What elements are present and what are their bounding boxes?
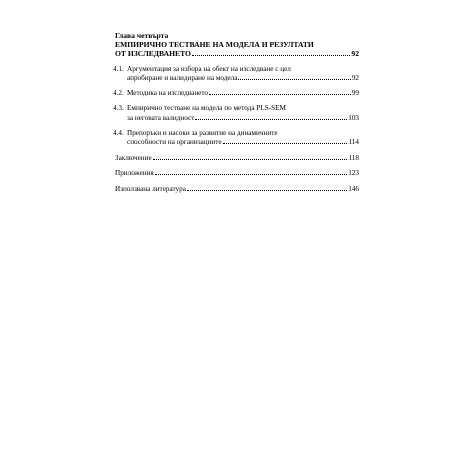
chapter-label: Глава четвърта [115, 31, 169, 40]
section-number: 4.3. [113, 104, 124, 113]
entry-title: Използвана литература [115, 184, 186, 193]
dot-leader [192, 55, 350, 56]
section-number: 4.2. [113, 89, 124, 98]
toc-entry-line [115, 154, 359, 163]
toc-entry-4-3 [115, 104, 359, 122]
toc-entry-line [113, 128, 359, 138]
dot-leader [195, 119, 347, 120]
toc-entry-4-1 [115, 65, 359, 83]
section-title-line1: Емпирично тестване на модела по метода PLS-SEM [127, 104, 286, 113]
section-number: 4.4. [113, 128, 124, 137]
section-page-number: 103 [348, 113, 359, 122]
chapter-title-line2-text: ОТ ИЗСЛЕДВАНЕТО [115, 49, 191, 59]
section-title-line1: Методика на изследването [127, 89, 209, 98]
entry-title: Заключение [115, 154, 152, 163]
section-title-line2: способности на организациите [127, 138, 222, 147]
entry-page-number: 123 [348, 169, 359, 178]
entry-page-number: 146 [348, 184, 359, 193]
toc-entry-line [115, 185, 359, 194]
toc-entry-4-4 [115, 129, 359, 147]
section-title-wrap [113, 89, 209, 98]
dot-leader [187, 190, 347, 191]
toc-entry-appendices [115, 169, 359, 178]
section-page-number: 92 [351, 74, 359, 83]
table-of-contents [115, 31, 359, 194]
section-title-line1: Препоръки и насоки за развитие на динамичните [127, 128, 278, 137]
dot-leader [223, 143, 348, 144]
entry-title: Приложения [115, 169, 154, 178]
section-title-line2: апробиране и валидиране на модела [127, 74, 238, 83]
chapter-title-line2 [115, 49, 359, 58]
dot-leader [209, 94, 351, 95]
section-page-number: 99 [351, 89, 359, 98]
toc-entry-4-2 [115, 89, 359, 98]
toc-entry-conclusion [115, 154, 359, 163]
dot-leader [238, 79, 350, 80]
entry-page-number: 118 [348, 154, 359, 163]
chapter-title-line1: ЕМПИРИЧНО ТЕСТВАНЕ НА МОДЕЛА И РЕЗУЛТАТИ [115, 40, 314, 49]
toc-entry-line [113, 104, 359, 113]
chapter-title [115, 40, 359, 59]
dot-leader [153, 159, 348, 160]
toc-entry-line [127, 138, 359, 147]
toc-entry-line [127, 114, 359, 123]
section-page-number: 114 [348, 138, 359, 147]
section-number: 4.1. [113, 64, 124, 73]
toc-entry-line [113, 64, 359, 74]
section-title-line2: за неговата валидност [127, 113, 195, 122]
toc-entry-line [115, 169, 359, 178]
toc-entry-line [113, 89, 359, 98]
chapter-page-number: 92 [351, 49, 359, 59]
dot-leader [155, 174, 348, 175]
section-title-line1: Аргументация за избора на обект на изследване с цел [127, 64, 291, 73]
toc-entry-line [127, 74, 359, 83]
toc-entry-references [115, 185, 359, 194]
